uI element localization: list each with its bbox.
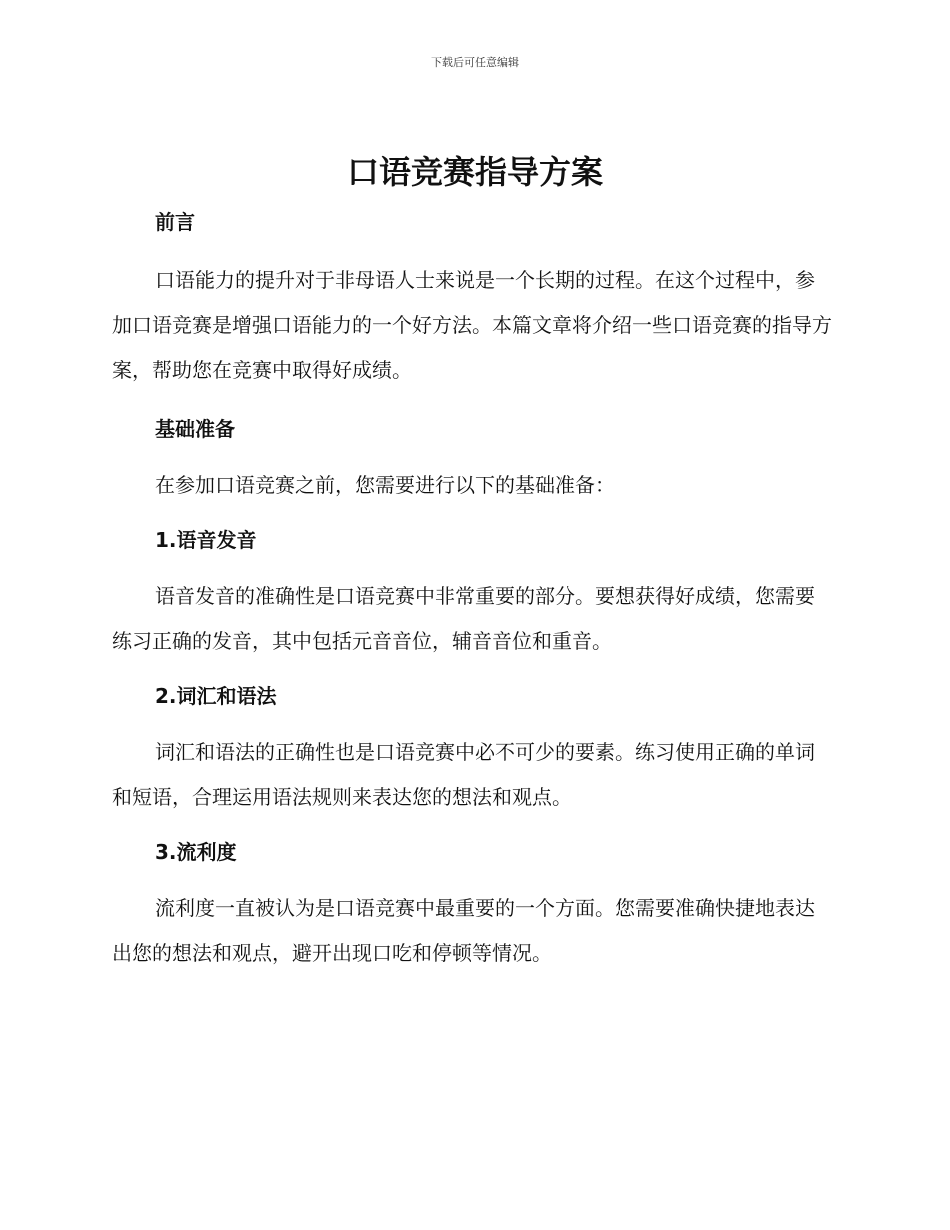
section-heading-fluency: 3.流利度 [155, 840, 237, 864]
section-heading-vocabulary: 2.词汇和语法 [155, 684, 277, 708]
section-paragraph-vocabulary: 词汇和语法的正确性也是口语竞赛中必不可少的要素。练习使用正确的单词和短语，合理运用语法规则来表达您的想法和观点。 [112, 740, 815, 809]
section-paragraph-fluency: 流利度一直被认为是口语竞赛中最重要的一个方面。您需要准确快捷地表达出您的想法和观点，避开出现口吃和停顿等情况。 [112, 896, 815, 965]
document-body [112, 204, 832, 976]
section-paragraph-basic: 在参加口语竞赛之前，您需要进行以下的基础准备： [155, 473, 615, 497]
header-note: 下载后可任意编辑 [431, 56, 519, 69]
section-heading-basic: 基础准备 [155, 417, 235, 441]
section-heading-preface: 前言 [155, 210, 195, 234]
section-paragraph-pronunciation: 语音发音的准确性是口语竞赛中非常重要的部分。要想获得好成绩，您需要练习正确的发音，其中包括元音音位，辅音音位和重音。 [112, 584, 815, 653]
document-title: 口语竞赛指导方案 [346, 153, 603, 191]
section-paragraph-preface: 口语能力的提升对于非母语人士来说是一个长期的过程。在这个过程中，参加口语竞赛是增强口语能力的一个好方法。本篇文章将介绍一些口语竞赛的指导方案，帮助您在竞赛中取得好成绩。 [112, 268, 832, 382]
section-heading-pronunciation: 1.语音发音 [155, 528, 257, 552]
